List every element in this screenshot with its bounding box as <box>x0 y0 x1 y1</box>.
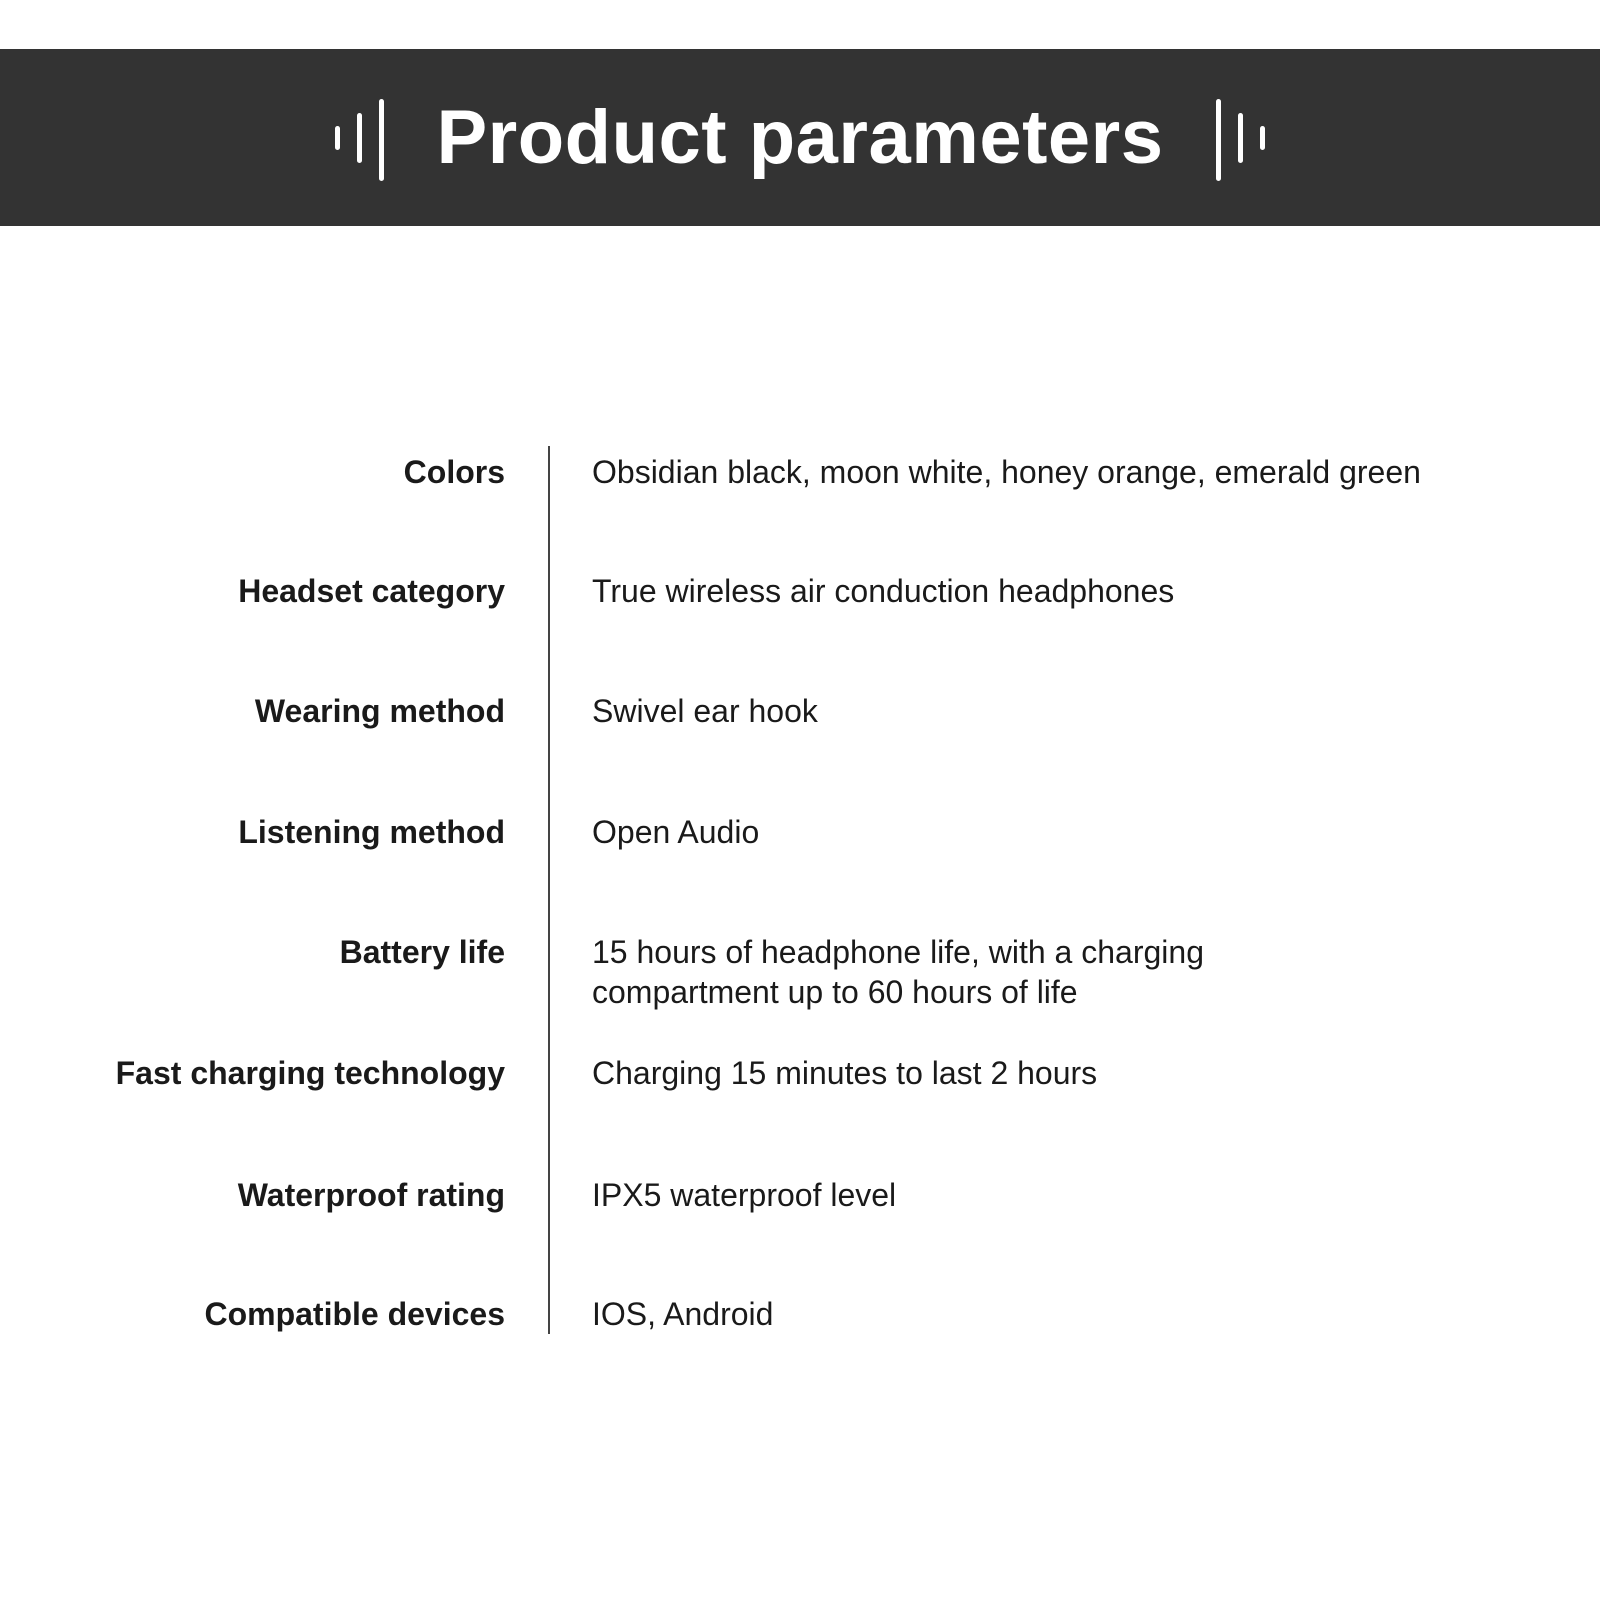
parameter-label: Battery life <box>339 934 505 970</box>
parameter-value: IPX5 waterproof level <box>592 1177 897 1213</box>
parameter-label: Waterproof rating <box>237 1177 505 1213</box>
parameter-label: Wearing method <box>254 693 505 729</box>
parameter-label: Listening method <box>238 814 505 850</box>
parameter-value-line: compartment up to 60 hours of life <box>592 974 1078 1010</box>
parameter-label: Fast charging technology <box>115 1055 505 1091</box>
parameter-label: Compatible devices <box>204 1296 505 1332</box>
parameter-value: Swivel ear hook <box>592 693 818 729</box>
page-title: Product parameters <box>436 95 1164 180</box>
parameter-value-line: 15 hours of headphone life, with a charging <box>592 934 1204 970</box>
parameter-value: Charging 15 minutes to last 2 hours <box>592 1055 1098 1091</box>
parameter-value <box>592 932 1492 1012</box>
parameter-label: Headset category <box>238 573 505 609</box>
parameter-value: IOS, Android <box>592 1296 774 1332</box>
parameter-label: Colors <box>403 454 505 490</box>
parameter-value: True wireless air conduction headphones <box>592 573 1175 609</box>
parameter-value: Open Audio <box>592 814 760 850</box>
column-divider <box>548 446 550 1334</box>
parameter-value: Obsidian black, moon white, honey orange, emerald green <box>592 454 1421 490</box>
